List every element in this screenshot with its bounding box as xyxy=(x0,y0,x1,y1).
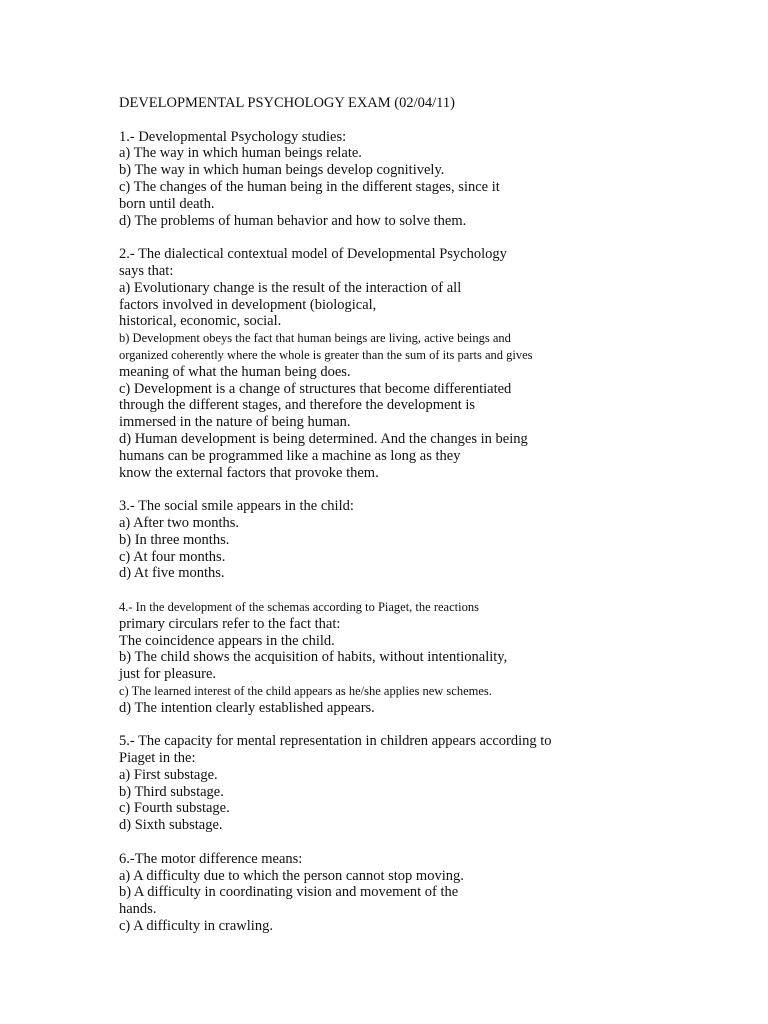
answer-option: d) At five months. xyxy=(119,565,225,582)
document-content xyxy=(119,95,739,952)
question-2 xyxy=(119,246,739,481)
question-line: 6.-The motor difference means: xyxy=(119,850,303,867)
answer-option: d) The intention clearly established appears. xyxy=(119,699,375,716)
question-line: 5.- The capacity for mental representation in children appears according to xyxy=(119,733,552,750)
exam-title: DEVELOPMENTAL PSYCHOLOGY EXAM (02/04/11) xyxy=(119,95,455,111)
answer-option: b) A difficulty in coordinating vision and movement of the xyxy=(119,884,459,901)
answer-option: b) The way in which human beings develop cognitively. xyxy=(119,162,445,179)
question-line: 2.- The dialectical contextual model of Developmental Psychology xyxy=(119,246,507,263)
answer-option-continued: factors involved in development (biological, xyxy=(119,296,377,313)
answer-option: b) The child shows the acquisition of habits, without intentionality, xyxy=(119,649,508,666)
question-line-continued: says that: xyxy=(119,262,174,279)
question-4 xyxy=(119,599,739,717)
answer-option: d) The problems of human behavior and how to solve them. xyxy=(119,212,467,229)
answer-option: b) Third substage. xyxy=(119,783,224,800)
question-line-continued: Piaget in the: xyxy=(119,750,196,767)
question-3 xyxy=(119,498,739,582)
answer-option: a) A difficulty due to which the person cannot stop moving. xyxy=(119,867,464,884)
answer-option-continued: know the external factors that provoke them. xyxy=(119,464,379,481)
answer-option: c) At four months. xyxy=(119,548,226,565)
question-line: 1.- Developmental Psychology studies: xyxy=(119,128,347,145)
question-line: 3.- The social smile appears in the child: xyxy=(119,498,354,515)
answer-option-continued: meaning of what the human being does. xyxy=(119,363,351,380)
answer-option-continued: organized coherently where the whole is greater than the sum of its parts and gives xyxy=(119,347,533,362)
answer-option: d) Human development is being determined. And the changes in being xyxy=(119,430,528,447)
answer-option: c) A difficulty in crawling. xyxy=(119,918,273,935)
answer-option-continued: hands. xyxy=(119,901,157,918)
answer-option: c) The learned interest of the child appears as he/she applies new schemes. xyxy=(119,683,492,698)
answer-option: d) Sixth substage. xyxy=(119,817,223,834)
answer-option: a) The way in which human beings relate. xyxy=(119,145,362,162)
question-6 xyxy=(119,851,739,935)
answer-option: c) Fourth substage. xyxy=(119,800,230,817)
answer-option-continued: historical, economic, social. xyxy=(119,313,282,330)
answer-option-continued: through the different stages, and therefore the development is xyxy=(119,397,476,414)
answer-option-continued: born until death. xyxy=(119,195,215,212)
answer-option-continued: immersed in the nature of being human. xyxy=(119,414,351,431)
answer-option: b) In three months. xyxy=(119,531,230,548)
answer-option-continued: humans can be programmed like a machine as long as they xyxy=(119,447,461,464)
question-line: 4.- In the development of the schemas according to Piaget, the reactions xyxy=(119,599,479,614)
answer-option-continued: just for pleasure. xyxy=(119,666,217,683)
answer-option: a) First substage. xyxy=(119,766,218,783)
answer-option: a) Evolutionary change is the result of the interaction of all xyxy=(119,279,462,296)
answer-option: The coincidence appears in the child. xyxy=(119,632,335,649)
question-line-continued: primary circulars refer to the fact that: xyxy=(119,615,341,632)
answer-option: b) Development obeys the fact that human beings are living, active beings and xyxy=(119,331,511,346)
answer-option: c) Development is a change of structures that become differentiated xyxy=(119,380,512,397)
answer-option: a) After two months. xyxy=(119,514,240,531)
question-1 xyxy=(119,129,739,230)
question-5 xyxy=(119,733,739,834)
answer-option: c) The changes of the human being in the different stages, since it xyxy=(119,178,500,195)
